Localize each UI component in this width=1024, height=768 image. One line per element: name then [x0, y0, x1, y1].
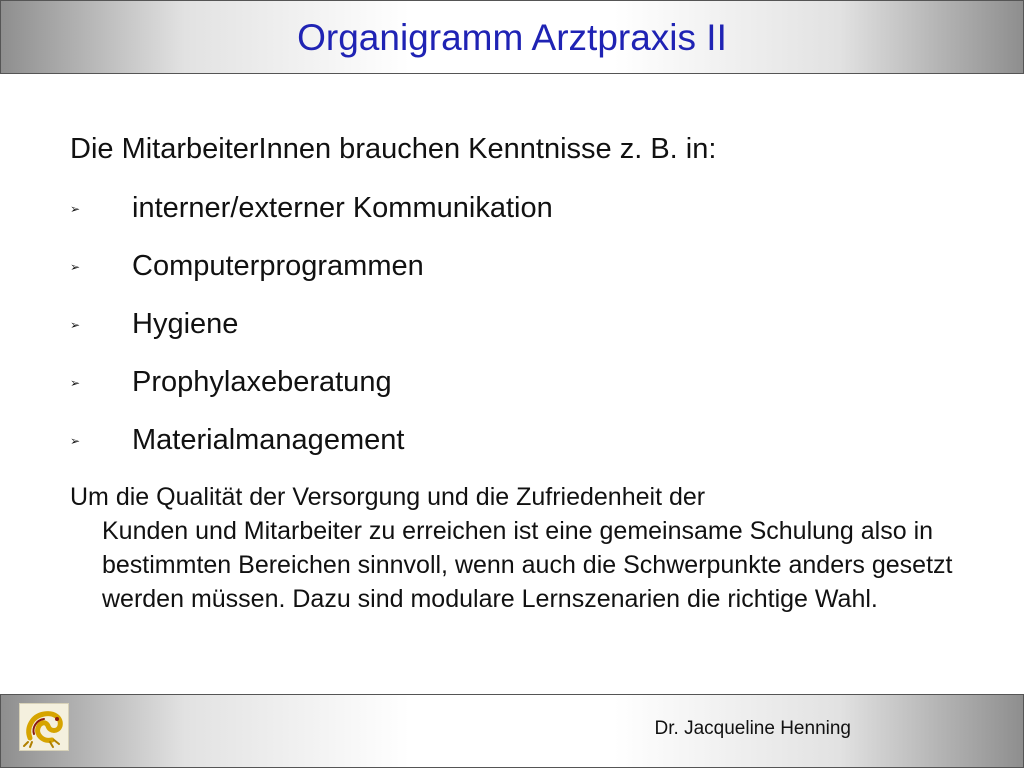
arrow-bullet-icon: ➢ — [70, 202, 81, 216]
footer-bar — [0, 694, 1024, 768]
slide-content — [70, 128, 990, 477]
summary-paragraph — [70, 480, 990, 616]
arrow-bullet-icon: ➢ — [70, 434, 81, 448]
bullet-item — [70, 187, 990, 245]
bullet-item — [70, 245, 990, 303]
bullet-text: Prophylaxeberatung — [132, 366, 392, 398]
paragraph-continuation: Kunden und Mitarbeiter zu erreichen ist eine gemeinsame Schulung also in bestimmten Bereichen sinnvoll, wenn auch die Schwerpunkte anders gesetzt werden müssen. Dazu sind modulare Lernszenarien die richtige Wahl. — [102, 517, 953, 613]
author-name: Dr. Jacqueline Henning — [654, 718, 851, 739]
slide-title: Organigramm Arztpraxis II — [297, 17, 727, 58]
arrow-bullet-icon: ➢ — [70, 318, 81, 332]
bullet-text: Computerprogrammen — [132, 250, 424, 282]
intro-text: Die MitarbeiterInnen brauchen Kenntnisse z. B. in: — [70, 133, 717, 165]
arrow-bullet-icon: ➢ — [70, 376, 81, 390]
paragraph-first-line: Um die Qualität der Versorgung und die Zufriedenheit der — [70, 483, 706, 511]
bullet-item — [70, 419, 990, 477]
bullet-text: Materialmanagement — [132, 424, 405, 456]
gecko-logo-icon — [19, 703, 69, 751]
bullet-item — [70, 303, 990, 361]
arrow-bullet-icon: ➢ — [70, 260, 81, 274]
bullet-text: Hygiene — [132, 308, 239, 340]
bullet-list — [70, 187, 990, 477]
bullet-item — [70, 361, 990, 419]
title-bar — [0, 0, 1024, 74]
bullet-text: interner/externer Kommunikation — [132, 192, 553, 224]
gecko-logo-graphic — [20, 704, 68, 750]
